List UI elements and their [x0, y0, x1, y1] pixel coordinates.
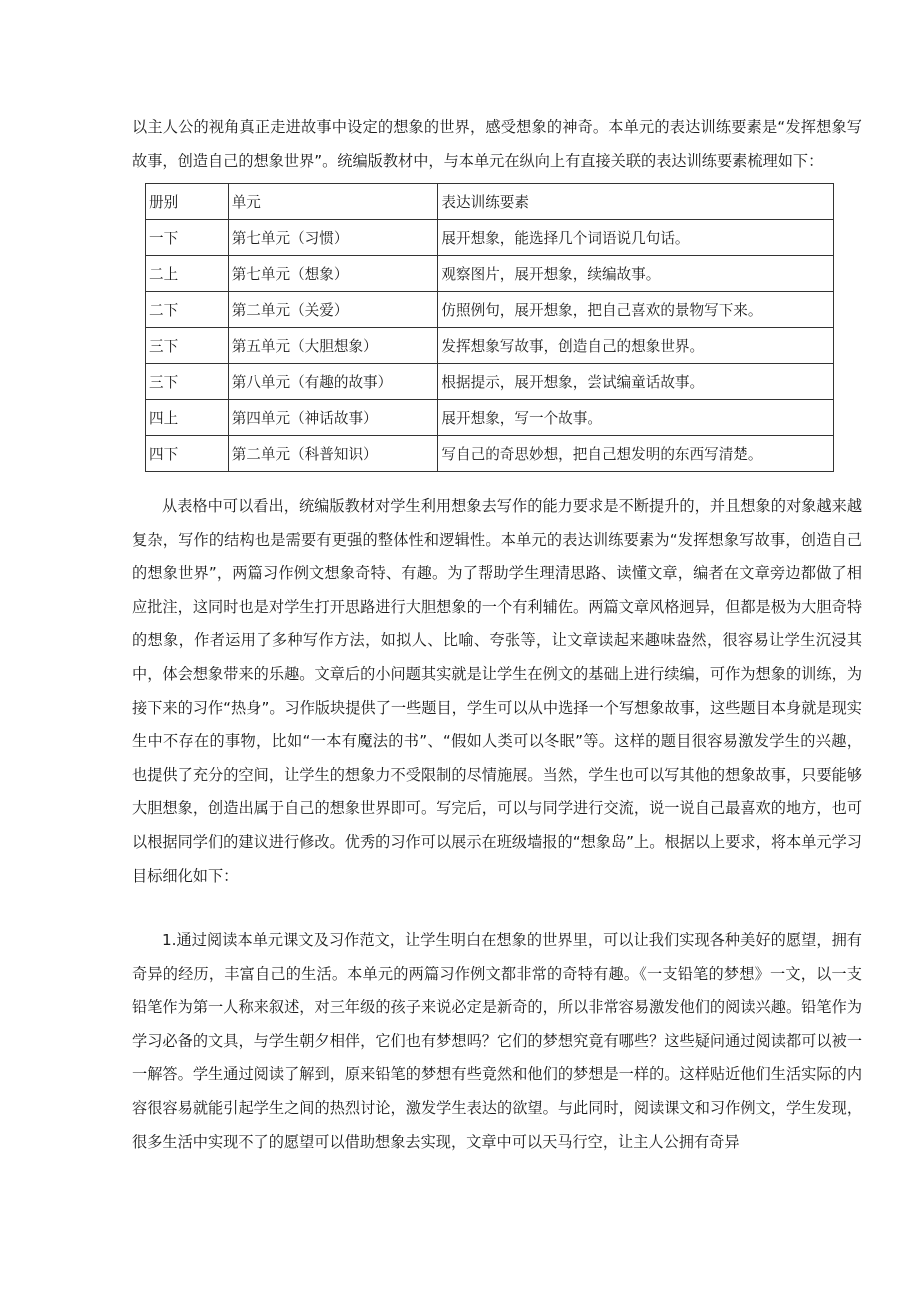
- cell-volume: 三下: [146, 364, 229, 400]
- table-row: [146, 436, 834, 472]
- cell-element: 根据提示，展开想象，尝试编童话故事。: [438, 364, 834, 400]
- table-row: [146, 292, 834, 328]
- cell-unit: 第五单元（大胆想象）: [228, 328, 438, 364]
- table-row: [146, 400, 834, 436]
- cell-element: 展开想象，写一个故事。: [438, 400, 834, 436]
- cell-volume: 二下: [146, 292, 229, 328]
- cell-unit: 第七单元（想象）: [228, 256, 438, 292]
- cell-unit: 第八单元（有趣的故事）: [228, 364, 438, 400]
- cell-volume: 一下: [146, 220, 229, 256]
- training-elements-table: [145, 183, 834, 472]
- table-row: [146, 256, 834, 292]
- cell-unit: 第四单元（神话故事）: [228, 400, 438, 436]
- table-row: [146, 220, 834, 256]
- cell-volume: 三下: [146, 328, 229, 364]
- cell-element: 展开想象，能选择几个词语说几句话。: [438, 220, 834, 256]
- goal-1-paragraph: 1.通过阅读本单元课文及习作范文，让学生明白在想象的世界里，可以让我们实现各种美好的愿望，拥有奇异的经历，丰富自己的生活。本单元的两篇习作例文都非常的奇特有趣。《一支铅笔的梦想》一文，以一支铅笔作为第一人称来叙述，对三年级的孩子来说必定是新奇的，所以非常容易激发他们的阅读兴趣。铅笔作为学习必备的文具，与学生朝夕相伴，它们也有梦想吗？它们的梦想究竟有哪些？这些疑问通过阅读都可以被一一解答。学生通过阅读了解到，原来铅笔的梦想有些竟然和他们的梦想是一样的。这样贴近他们生活实际的内容很容易就能引起学生之间的热烈讨论，激发学生表达的欲望。与此同时，阅读课文和习作例文，学生发现，很多生活中实现不了的愿望可以借助想象去实现，文章中可以天马行空，让主人公拥有奇异: [132, 931, 862, 1151]
- cell-unit: 第二单元（科普知识）: [228, 436, 438, 472]
- cell-volume: 四下: [146, 436, 229, 472]
- table-row: [146, 328, 834, 364]
- cell-unit: 第七单元（习惯）: [228, 220, 438, 256]
- header-unit: 单元: [228, 184, 438, 220]
- intro-paragraph: 以主人公的视角真正走进故事中设定的想象的世界，感受想象的神奇。本单元的表达训练要素是“发挥想象写故事，创造自己的想象世界”。统编版教材中，与本单元在纵向上有直接关联的表达训练要素梳理如下：: [132, 118, 862, 170]
- table-row: [146, 364, 834, 400]
- header-element: 表达训练要素: [438, 184, 834, 220]
- table-header-row: [146, 184, 834, 220]
- cell-element: 发挥想象写故事，创造自己的想象世界。: [438, 328, 834, 364]
- header-volume: 册别: [146, 184, 229, 220]
- cell-element: 观察图片，展开想象，续编故事。: [438, 256, 834, 292]
- cell-element: 写自己的奇思妙想，把自己想发明的东西写清楚。: [438, 436, 834, 472]
- cell-volume: 四上: [146, 400, 229, 436]
- cell-element: 仿照例句，展开想象，把自己喜欢的景物写下来。: [438, 292, 834, 328]
- cell-unit: 第二单元（关爱）: [228, 292, 438, 328]
- cell-volume: 二上: [146, 256, 229, 292]
- analysis-paragraph: 从表格中可以看出，统编版教材对学生利用想象去写作的能力要求是不断提升的，并且想象的对象越来越复杂，写作的结构也是需要有更强的整体性和逻辑性。本单元的表达训练要素为“发挥想象写故事，创造自己的想象世界”，两篇习作例文想象奇特、有趣。为了帮助学生理清思路、读懂文章，编者在文章旁边都做了相应批注，这同时也是对学生打开思路进行大胆想象的一个有利辅佐。两篇文章风格迥异，但都是极为大胆奇特的想象，作者运用了多种写作方法，如拟人、比喻、夸张等，让文章读起来趣味盎然，很容易让学生沉浸其中，体会想象带来的乐趣。文章后的小问题其实就是让学生在例文的基础上进行续编，可作为想象的训练，为接下来的习作“热身”。习作版块提供了一些题目，学生可以从中选择一个写想象故事，这些题目本身就是现实生中不存在的事物，比如“一本有魔法的书”、“假如人类可以冬眠”等。这样的题目很容易激发学生的兴趣，也提供了充分的空间，让学生的想象力不受限制的尽情施展。当然，学生也可以写其他的想象故事，只要能够大胆想象，创造出属于自己的想象世界即可。写完后，可以与同学进行交流，说一说自己最喜欢的地方，也可以根据同学们的建议进行修改。优秀的习作可以展示在班级墙报的“想象岛”上。根据以上要求，将本单元学习目标细化如下：: [132, 497, 862, 885]
